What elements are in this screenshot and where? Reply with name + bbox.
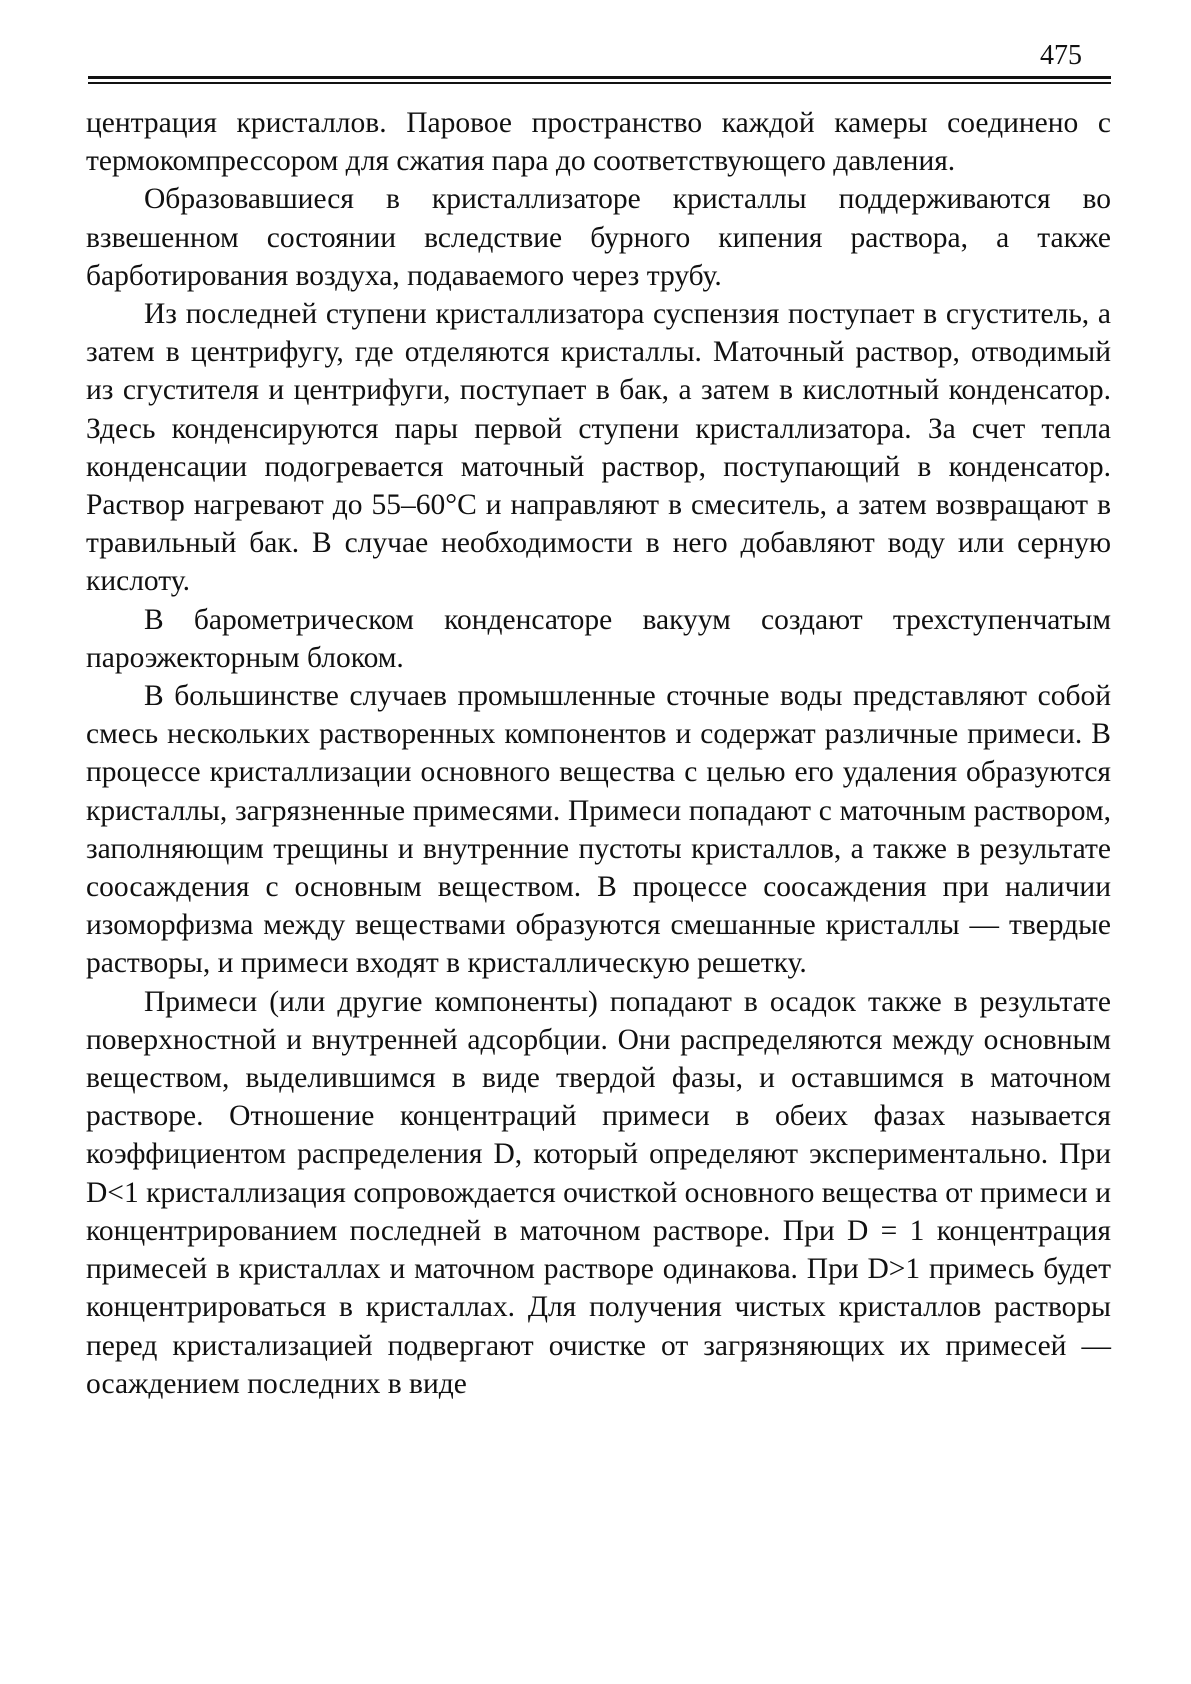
paragraph: В большинстве случаев промышленные сточные воды представляют собой смесь нескольких растворенных компонентов и содержат различные примеси. В процессе кристаллизации основного вещества с целью его удаления образуются кристаллы, загрязненные примесями. Примеси попадают с маточным раствором, заполняющим трещины и внутренние пустоты кристаллов, а также в результате соосаждения с основным веществом. В процессе соосаждения при наличии изоморфизма между веществами образуются смешанные кристаллы — твердые растворы, и примеси входят в кристаллическую решетку.: [86, 680, 1111, 980]
paragraph: центрация кристаллов. Паровое пространство каждой камеры соединено с термокомпрессором для сжатия пара до соответствующего давления.: [86, 107, 1111, 178]
header-rule: [88, 76, 1111, 79]
body-text: [86, 104, 1111, 1403]
paragraph: Из последней ступени кристаллизатора суспензия поступает в сгуститель, а затем в центрифугу, где отделяются кристаллы. Маточный раствор, отводимый из сгустителя и центрифуги, поступает в бак, а затем в кислотный конденсатор. Здесь конденсируются пары первой ступени кристаллизатора. За счет тепла конденсации подогревается маточный раствор, поступающий в конденсатор. Раствор нагревают до 55–60°С и направляют в смеситель, а затем возвращают в травильный бак. В случае необходимости в него добавляют воду или серную кислоту.: [86, 298, 1111, 598]
paragraph: Образовавшиеся в кристаллизаторе кристаллы поддерживаются во взвешенном состоянии вследствие бурного кипения раствора, а также барботирования воздуха, подаваемого через трубу.: [86, 183, 1111, 292]
header-rule-thin: [88, 82, 1111, 84]
paragraph: Примеси (или другие компоненты) попадают в осадок также в результате поверхностной и внутренней адсорбции. Они распределяются между основным веществом, выделившимся в виде твердой фазы, и оставшимся в маточном растворе. Отношение концентраций примеси в обеих фазах называется коэффициентом распределения D, который определяют экспериментально. При D<1 кристаллизация сопровождается очисткой основного вещества от примеси и концентрированием последней в маточном растворе. При D = 1 концентрация примесей в кристаллах и маточном растворе одинакова. При D>1 примесь будет концентрироваться в кристаллах. Для получения чистых кристаллов растворы перед кристализацией подвергают очистке от загрязняющих их примесей — осаждением последних в виде: [86, 985, 1111, 1400]
paragraph: В барометрическом конденсаторе вакуум создают трехступенчатым пароэжекторным блоком.: [86, 603, 1111, 674]
page-number: 475: [1040, 40, 1082, 71]
